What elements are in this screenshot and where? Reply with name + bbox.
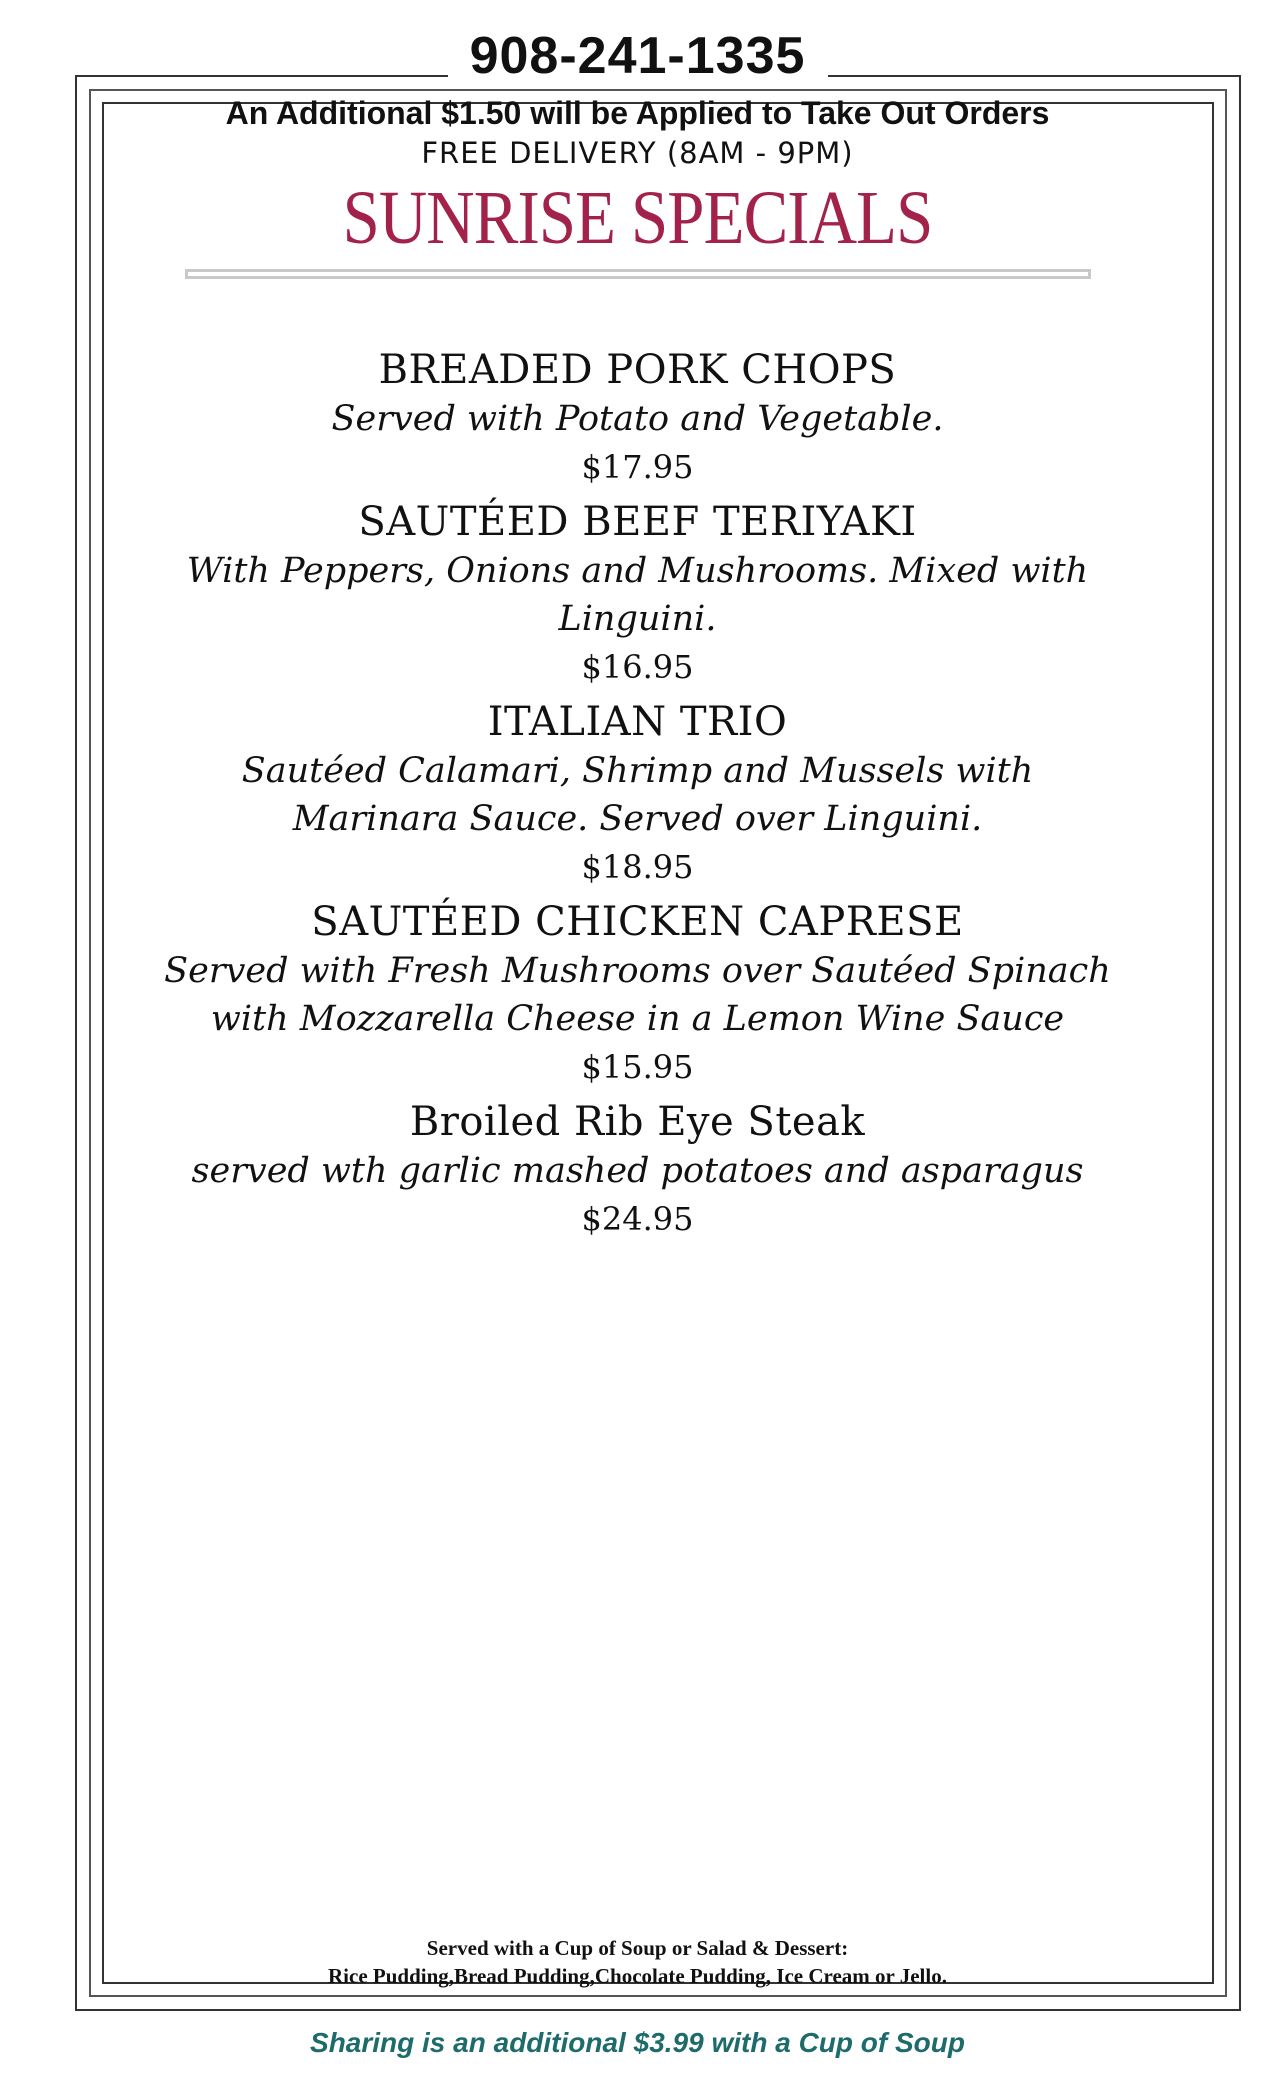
menu-item — [160, 897, 1115, 1091]
item-name: ITALIAN TRIO — [487, 699, 788, 745]
menu-item — [160, 345, 1115, 491]
item-description: Served with Fresh Mushrooms over Sautéed Spinach — [164, 951, 1111, 991]
item-name: SAUTÉED CHICKEN CAPRESE — [311, 899, 964, 945]
item-description-cont: Marinara Sauce. Served over Linguini. — [292, 799, 983, 839]
item-description-cont: Linguini. — [558, 599, 717, 639]
item-price: $16.95 — [581, 648, 694, 686]
item-price: $24.95 — [581, 1200, 694, 1238]
menu-list — [160, 345, 1115, 1249]
phone-number: 908-241-1335 — [448, 26, 828, 86]
item-description: Served with Potato and Vegetable. — [331, 399, 944, 439]
item-price: $15.95 — [581, 1048, 694, 1086]
sharing-notice: Sharing is an additional $3.99 with a Cup of Soup — [310, 2027, 965, 2058]
item-name: Broiled Rib Eye Steak — [409, 1099, 866, 1145]
menu-title: SUNRISE SPECIALS — [342, 176, 933, 260]
item-price: $17.95 — [581, 448, 694, 486]
menu-item — [160, 1097, 1115, 1243]
menu-item — [160, 697, 1115, 891]
item-name: SAUTÉED BEEF TERIYAKI — [358, 499, 917, 545]
served-note-line1: Served with a Cup of Soup or Salad & Dessert: — [426, 1936, 849, 1960]
takeout-notice: An Additional $1.50 will be Applied to Take Out Orders — [225, 95, 1050, 131]
item-description: served wth garlic mashed potatoes and asparagus — [191, 1151, 1084, 1191]
item-description-cont: with Mozzarella Cheese in a Lemon Wine Sauce — [210, 999, 1065, 1039]
item-name: BREADED PORK CHOPS — [378, 347, 897, 393]
delivery-notice: FREE DELIVERY (8AM - 9PM) — [421, 136, 854, 170]
item-description: With Peppers, Onions and Mushrooms. Mixed with — [186, 551, 1089, 591]
served-note-line2: Rice Pudding,Bread Pudding,Chocolate Pudding, Ice Cream or Jello. — [328, 1964, 947, 1988]
served-with-note — [0, 1934, 1275, 1990]
menu-item — [160, 497, 1115, 691]
item-description: Sautéed Calamari, Shrimp and Mussels with — [241, 751, 1034, 791]
item-price: $18.95 — [581, 848, 694, 886]
title-divider — [185, 269, 1091, 279]
